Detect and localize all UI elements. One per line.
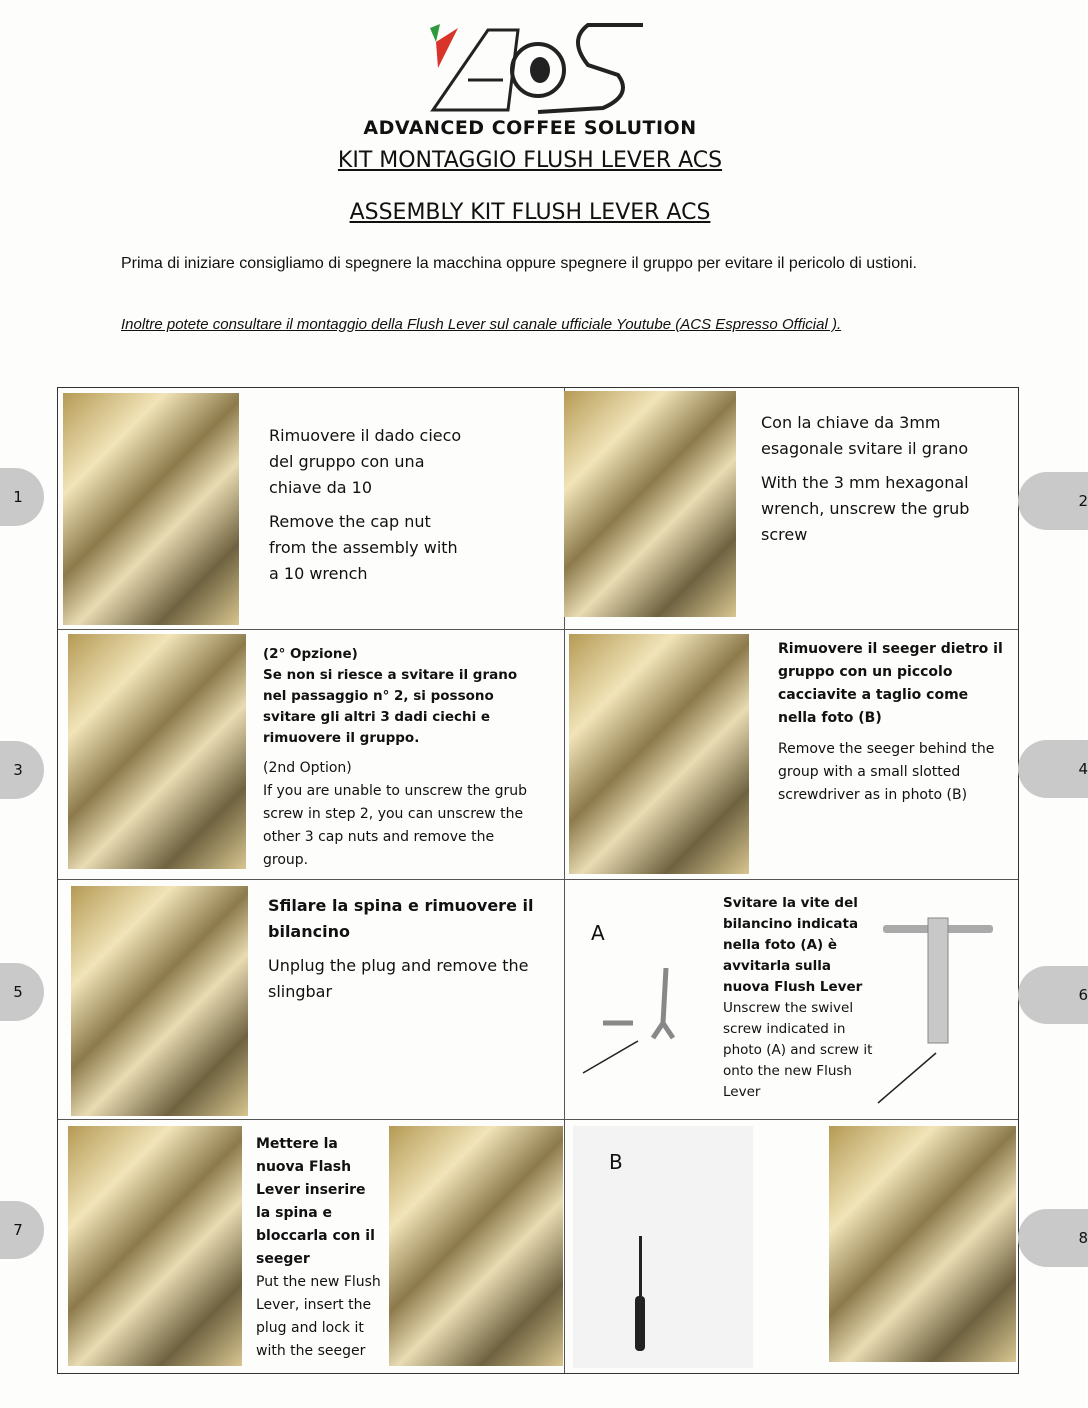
screwdriver-drawing [639,1236,642,1296]
step-5-text: Sfilare la spina e rimuovere il bilancino Unplug the plug and remove the slingbar [268,896,534,1001]
step-3-text: (2° Opzione) Se non si riesce a svitare il grano nel passaggio n° 2, si possono svitare gli altri 3 dadi ciechi e rimuovere il gruppo. (2nd Option) If you are unable to unscrew the grub screw in step 2, you can unscrew the other 3 cap nuts and remove the group. [263,646,527,868]
step-4-text: Rimuovere il seeger dietro il gruppo con un piccolo cacciavite a taglio come nella foto (B) Remove the seeger behind the group with a small slotted screwdriver as in photo (B) [778,641,1003,803]
step-number-7: 7 [0,1201,44,1259]
step-6-text: Svitare la vite del bilancino indicata nella foto (A) è avvitarla sulla nuova Flush Lever Unscrew the swivel screw indicated in photo (A) and screw it onto the new Flush Lever [723,895,873,1100]
title-english: ASSEMBLY KIT FLUSH LEVER ACS [349,200,711,225]
step-1-photo [63,393,239,625]
step-5-photo [71,886,248,1116]
youtube-note: Inoltre potete consultare il montaggio della Flush Lever sul canale ufficiale Youtube (ACS Espresso Official ). [121,316,842,333]
flush-lever-drawing [878,913,1003,1113]
acs-logo [428,20,648,115]
brand-name: ADVANCED COFFEE SOLUTION [363,117,697,139]
photo-b [573,1126,753,1368]
step-number-3: 3 [0,741,44,799]
step-2-photo [564,391,736,617]
photo-b-label: B [609,1150,623,1174]
swivel-screw-drawing [578,953,708,1083]
step-7-photo-b [389,1126,563,1366]
intro-text: Prima di iniziare consigliamo di spegnere la macchina oppure spegnere il gruppo per evitare il pericolo di ustioni. [121,255,917,272]
step-8-photo [829,1126,1016,1362]
step-number-5: 5 [0,963,44,1021]
step-number-6: 6 [1018,966,1088,1024]
photo-a-label: A [591,921,605,945]
title-italian: KIT MONTAGGIO FLUSH LEVER ACS [337,148,723,173]
step-4-photo [569,634,749,874]
step-1-text: Rimuovere il dado cieco del gruppo con una chiave da 10 Remove the cap nut from the assembly with a 10 wrench [269,426,462,583]
step-3-photo [68,634,246,869]
step-number-2: 2 [1018,472,1088,530]
step-7-text: Mettere la nuova Flash Lever inserire la spina e bloccarla con il seeger Put the new Flush Lever, insert the plug and lock it with the seeger [256,1136,381,1359]
step-2-text: Con la chiave da 3mm esagonale svitare il grano With the 3 mm hexagonal wrench, unscrew the grub screw [761,413,970,544]
step-number-1: 1 [0,468,44,526]
step-7-photo-a [68,1126,242,1366]
step-number-4: 4 [1018,740,1088,798]
steps-table [57,387,1019,1374]
step-number-8: 8 [1018,1209,1088,1267]
